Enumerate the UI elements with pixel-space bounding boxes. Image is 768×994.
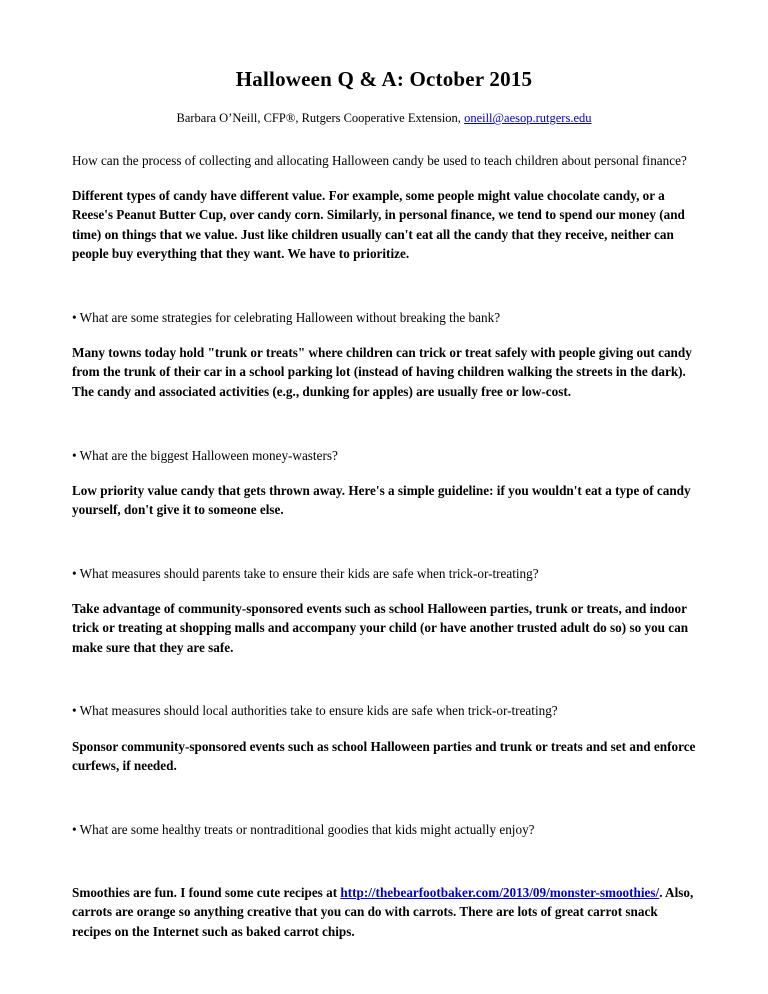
author-email-link[interactable]: oneill@aesop.rutgers.edu [464, 111, 592, 126]
monster-smoothies-link[interactable]: http://thebearfootbaker.com/2013/09/monster-smoothies/ [340, 884, 660, 900]
answer-5-text-after: . Also, carrots are orange so anything creative that you can do with carrots. There are lots of great carrot snack recipes on the Internet such as baked carrot chips. [72, 884, 694, 939]
question-5: • What are some healthy treats or nontraditional goodies that kids might actually enjoy? [72, 821, 535, 837]
intro-question: How can the process of collecting and allocating Halloween candy be used to teach children about personal finance? [72, 152, 687, 168]
byline-text: Barbara O’Neill, CFP®, Rutgers Cooperative Extension, [176, 111, 465, 126]
byline [72, 110, 696, 126]
answer-3: Take advantage of community-sponsored events such as school Halloween parties, trunk or treats, and indoor trick or treating at shopping malls and accompany your child (or have another trusted adult do so) so you can make sure that they are safe. [72, 600, 689, 655]
intro-answer: Different types of candy have different value. For example, some people might value chocolate candy, or a Reese's Peanut Butter Cup, over candy corn. Similarly, in personal finance, we tend to spend our money (and time) on things that we value. Just like children usually can't eat all the candy that they receive, neither can people buy everything that they want. We have to prioritize. [72, 187, 685, 262]
question-2: • What are the biggest Halloween money-wasters? [72, 447, 338, 463]
answer-5 [72, 883, 696, 942]
question-3: • What measures should parents take to ensure their kids are safe when trick-or-treating? [72, 565, 539, 581]
answer-5-text-before: Smoothies are fun. I found some cute recipes at [72, 884, 341, 900]
answer-2: Low priority value candy that gets thrown away. Here's a simple guideline: if you wouldn't eat a type of candy yourself, don't give it to someone else. [72, 482, 691, 518]
question-4: • What measures should local authorities take to ensure kids are safe when trick-or-treating? [72, 703, 558, 719]
answer-4: Sponsor community-sponsored events such as school Halloween parties and trunk or treats and set and enforce curfews, if needed. [72, 738, 696, 774]
page-title: Halloween Q & A: October 2015 [235, 67, 533, 91]
question-1: • What are some strategies for celebrating Halloween without breaking the bank? [72, 309, 501, 325]
answer-1: Many towns today hold "trunk or treats" where children can trick or treat safely with people giving out candy from the trunk of their car in a school parking lot (instead of having children walking the streets in the dark). The candy and associated activities (e.g., dunking for apples) are usually free or low-cost. [72, 344, 692, 399]
